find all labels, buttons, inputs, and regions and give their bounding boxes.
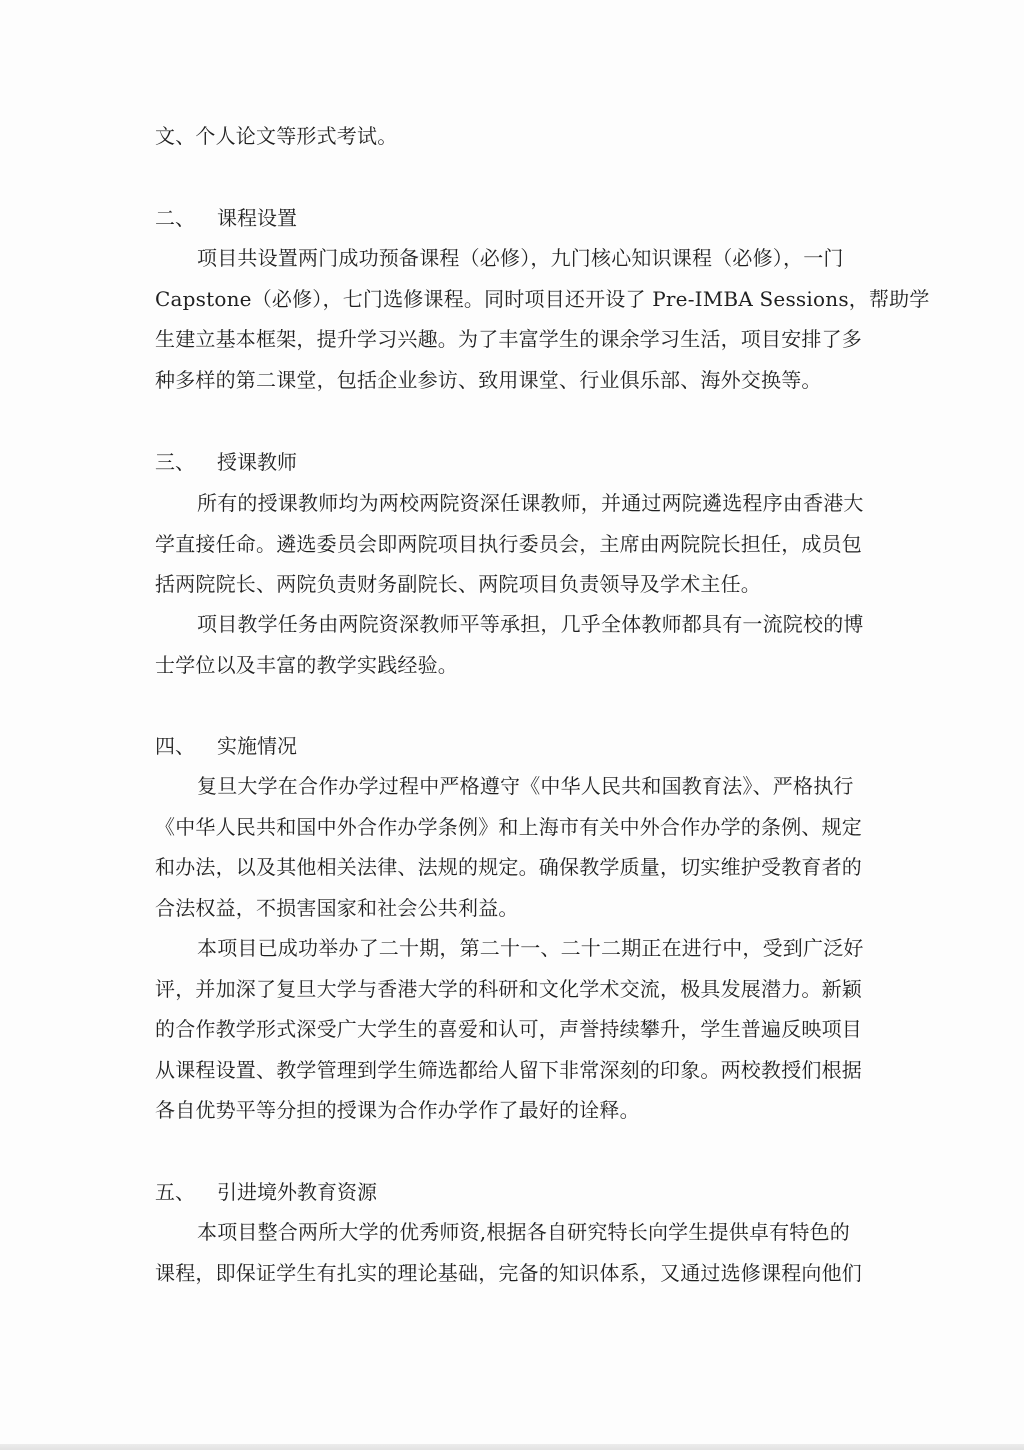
- text-line: 从课程设置、教学管理到学生筛选都给人留下非常深刻的印象。两校教授们根据: [155, 1057, 862, 1082]
- section-5-paragraph-1: [155, 1212, 875, 1293]
- text-line: 项目教学任务由两院资深教师平等承担，几乎全体教师都具有一流院校的博: [197, 612, 864, 636]
- text-line: 生建立基本框架，提升学习兴趣。为了丰富学生的课余学习生活，项目安排了多: [155, 327, 862, 351]
- text-line: 本项目整合两所大学的优秀师资,根据各自研究特长向学生提供卓有特色的: [197, 1220, 850, 1244]
- section-title: 课程设置: [217, 206, 297, 230]
- text-line: 种多样的第二课堂，包括企业参访、致用课堂、行业俱乐部、海外交换等。: [155, 367, 822, 392]
- section-heading-2: [155, 203, 297, 233]
- section-number: 五、: [155, 1180, 195, 1204]
- section-heading-3: [155, 447, 297, 477]
- section-heading-4: [155, 731, 297, 761]
- section-number: 二、: [155, 206, 195, 230]
- text-line: 和办法，以及其他相关法律、法规的规定。确保教学质量，切实维护受教育者的: [155, 855, 862, 879]
- text-line: 括两院院长、两院负责财务副院长、两院项目负责领导及学术主任。: [155, 572, 761, 596]
- text-line: 《中华人民共和国中外合作办学条例》和上海市有关中外合作办学的条例、规定: [155, 814, 862, 839]
- text-line: 课程，即保证学生有扎实的理论基础，完备的知识体系，又通过选修课程向他们: [155, 1260, 862, 1285]
- section-heading-5: [155, 1177, 377, 1207]
- section-title: 实施情况: [217, 734, 297, 758]
- section-number: 四、: [155, 734, 195, 758]
- section-4-paragraph-2: [155, 928, 875, 1131]
- text-line: 士学位以及丰富的教学实践经验。: [155, 652, 458, 677]
- text-line: 的合作教学形式深受广大学生的喜爱和认可，声誉持续攀升，学生普遍反映项目: [155, 1017, 862, 1041]
- text-line: 评，并加深了复旦大学与香港大学的科研和文化学术交流，极具发展潜力。新颖: [155, 976, 862, 1001]
- text-line: 合法权益，不损害国家和社会公共利益。: [155, 895, 519, 920]
- section-3-paragraph-1: [155, 483, 875, 605]
- section-3-paragraph-2: [155, 604, 875, 685]
- section-title: 授课教师: [217, 450, 297, 474]
- section-number: 三、: [155, 450, 195, 474]
- text-line: 复旦大学在合作办学过程中严格遵守《中华人民共和国教育法》、严格执行: [197, 774, 854, 798]
- text-line: 文、个人论文等形式考试。: [155, 124, 398, 148]
- text-line: 项目共设置两门成功预备课程（必修），九门核心知识课程（必修），一门: [197, 246, 844, 270]
- section-2-paragraph-1: [155, 238, 930, 400]
- text-line: 所有的授课教师均为两校两院资深任课教师，并通过两院遴选程序由香港大: [197, 491, 864, 515]
- scan-bottom-edge: [0, 1444, 1024, 1450]
- section-4-paragraph-1: [155, 766, 875, 928]
- text-line: 学直接任命。遴选委员会即两院项目执行委员会，主席由两院院长担任，成员包: [155, 531, 862, 556]
- intro-paragraph: [155, 116, 875, 157]
- text-line: Capstone（必修），七门选修课程。同时项目还开设了 Pre-IMBA Sessions，帮助学: [155, 286, 930, 311]
- text-line: 本项目已成功举办了二十期，第二十一、二十二期正在进行中，受到广泛好: [197, 936, 864, 960]
- text-line: 各自优势平等分担的授课为合作办学作了最好的诠释。: [155, 1098, 640, 1122]
- section-title: 引进境外教育资源: [217, 1180, 377, 1204]
